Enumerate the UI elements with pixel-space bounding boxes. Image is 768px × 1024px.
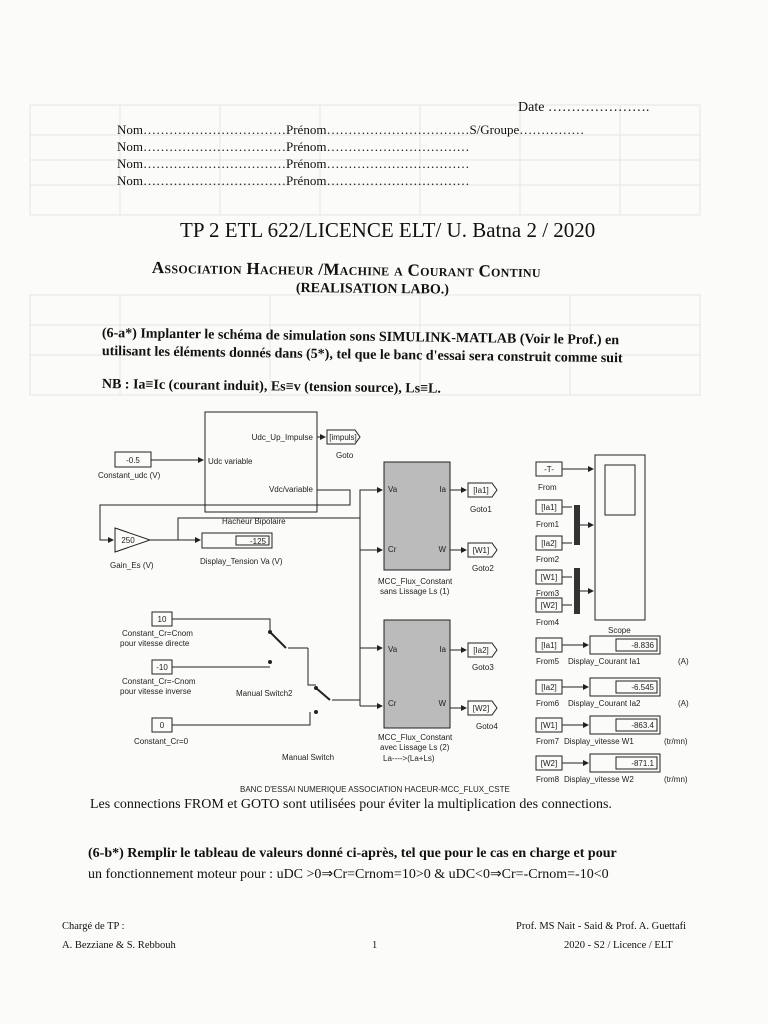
mcc1-block [378, 462, 453, 596]
display-va-block [200, 533, 283, 566]
mcc1-label2: sans Lissage Ls (1) [380, 587, 450, 596]
goto2-block [468, 543, 497, 573]
diagram-caption: BANC D'ESSAI NUMERIQUE ASSOCIATION HACEUR-MCC_FLUX_CSTE [240, 785, 510, 794]
from1-label: From1 [536, 520, 560, 529]
display4-unit: (tr/mn) [664, 775, 688, 784]
connections-note: Les connections FROM et GOTO sont utilisées pour éviter la multiplication des connections. [90, 797, 612, 812]
goto1-block [468, 483, 497, 514]
mux-1 [574, 505, 580, 545]
goto-impuls-block [327, 430, 360, 460]
constant-udc-value: -0.5 [126, 456, 140, 465]
display4-tag: [W2] [540, 759, 558, 768]
from-t-tag: -T- [544, 465, 554, 474]
constant-cr-direct-label2: pour vitesse directe [120, 639, 190, 648]
display-row-3 [536, 716, 688, 746]
from1-block [536, 500, 562, 529]
constant-udc-label: Constant_udc (V) [98, 471, 161, 480]
goto-impuls-label: Goto [336, 451, 354, 460]
course-title: TP 2 ETL 622/LICENCE ELT/ U. Batna 2 / 2020 [180, 218, 596, 242]
display1-value: -8.836 [631, 641, 654, 650]
constant-cr-inverse-label2: pour vitesse inverse [120, 687, 192, 696]
footer-charge-label: Chargé de TP : [62, 921, 125, 932]
constant-cr-direct-label1: Constant_Cr=Cnom [122, 629, 193, 638]
footer-year: 2020 - S2 / Licence / ELT [564, 940, 673, 951]
display3-label: Display_vitesse W1 [564, 737, 634, 746]
display3-tag: [W1] [540, 721, 558, 730]
section-6b-line1: (6-b*) Remplir le tableau de valeurs donné ci-après, tel que pour le cas en charge et pour [88, 846, 617, 861]
mcc2-label3: La---->(La+Ls) [383, 754, 435, 763]
simulink-diagram [60, 400, 700, 800]
display1-tag: [Ia1] [541, 641, 557, 650]
goto1-tag: [Ia1] [473, 486, 489, 495]
hacheur-in1: Udc variable [208, 457, 253, 466]
mcc2-in1: Va [388, 645, 398, 654]
mcc2-out2: W [438, 699, 446, 708]
display-row-1 [536, 636, 689, 666]
constant-cr-inverse-block [120, 660, 196, 696]
from3-tag: [W1] [540, 573, 558, 582]
constant-udc-block [98, 452, 161, 480]
from3-label: From3 [536, 589, 560, 598]
display2-tag: [Ia2] [541, 683, 557, 692]
from4-tag: [W2] [540, 601, 558, 610]
constant-cr-zero-value: 0 [159, 721, 165, 730]
display3-unit: (tr/mn) [664, 737, 688, 746]
scope-label: Scope [608, 626, 631, 635]
from4-block [536, 598, 562, 627]
constant-cr-inverse-label1: Constant_Cr=-Cnom [122, 677, 196, 686]
manual-switch2-label: Manual Switch2 [236, 689, 293, 698]
page-title: Association Hacheur /Machine a Courant Continu [151, 258, 542, 282]
name-line-3: Nom……………………………Prénom…………………………… [117, 156, 470, 171]
display1-label: Display_Courant Ia1 [568, 657, 641, 666]
display-row-2 [536, 678, 689, 708]
display1-unit: (A) [678, 657, 689, 666]
constant-cr-inverse-value: -10 [156, 663, 168, 672]
constant-cr-zero-label: Constant_Cr=0 [134, 737, 189, 746]
mux-2 [574, 568, 580, 614]
mcc1-out1: Ia [439, 485, 446, 494]
display1-from: From5 [536, 657, 560, 666]
section-6b-line2: un fonctionnement moteur pour : uDC >0⇒Cr=Crnom=10>0 & uDC<0⇒Cr=-Crnom=-10<0 [88, 867, 609, 882]
constant-cr-direct-value: 10 [157, 615, 167, 624]
name-line-4: Nom……………………………Prénom…………………………… [117, 173, 470, 188]
mcc2-label1: MCC_Flux_Constant [378, 733, 453, 742]
mcc2-label2: avec Lissage Ls (2) [380, 743, 450, 752]
mcc1-out2: W [438, 545, 446, 554]
constant-cr-zero-block [134, 718, 189, 746]
goto3-block [468, 643, 497, 672]
from2-tag: [Ia2] [541, 539, 557, 548]
from-t-label: From [538, 483, 557, 492]
mcc2-out1: Ia [439, 645, 446, 654]
constant-cr-direct-block [120, 612, 193, 648]
goto2-label: Goto2 [472, 564, 494, 573]
page-number: 1 [372, 940, 378, 951]
display2-value: -6.545 [631, 683, 654, 692]
from3-block [536, 570, 562, 598]
section-6a-line2: utilisant les éléments donnés dans (5*), tel que le banc d'essai sera construit comme suit [101, 344, 623, 367]
display-va-value: -125 [249, 537, 266, 546]
display4-from: From8 [536, 775, 560, 784]
display3-from: From7 [536, 737, 560, 746]
hacheur-out1: Udc_Up_Impulse [251, 433, 313, 442]
manual-switch2[interactable] [236, 630, 308, 698]
goto-impuls-tag: [impuls] [329, 433, 357, 442]
page-subtitle: (REALISATION LABO.) [295, 281, 449, 298]
display2-label: Display_Courant Ia2 [568, 699, 641, 708]
from2-block [536, 536, 562, 564]
hacheur-out2: Vdc/variable [268, 485, 313, 494]
mcc2-in2: Cr [388, 699, 397, 708]
goto1-label: Goto1 [470, 505, 492, 514]
goto2-tag: [W1] [472, 546, 490, 555]
section-6a-label: (6-a*) [101, 326, 137, 342]
name-line-2: Nom……………………………Prénom…………………………… [117, 139, 470, 154]
mcc2-block [378, 620, 453, 763]
from-t-block [536, 462, 562, 492]
mcc1-in1: Va [388, 485, 398, 494]
hacheur-block [205, 412, 317, 526]
scope-block [595, 455, 645, 635]
display2-from: From6 [536, 699, 560, 708]
mcc1-in2: Cr [388, 545, 397, 554]
section-6a-text1: Implanter le schéma de simulation sons SIMULINK-MATLAB (Voir le Prof.) en [140, 326, 620, 349]
display-row-4 [536, 754, 688, 784]
display-va-label: Display_Tension Va (V) [200, 557, 283, 566]
gain-value: 250 [121, 536, 135, 545]
goto3-label: Goto3 [472, 663, 494, 672]
manual-switch-label: Manual Switch [282, 753, 335, 762]
goto3-tag: [Ia2] [473, 646, 489, 655]
footer-professors: Prof. MS Nait - Said & Prof. A. Guettafi [516, 921, 687, 932]
display2-unit: (A) [678, 699, 689, 708]
goto4-block [468, 701, 498, 731]
name-line-1: Nom……………………………Prénom……………………………S/Groupe…………… [117, 122, 585, 137]
from4-label: From4 [536, 618, 560, 627]
section-6a-nb: NB : Ia≡Ic (courant induit), Es≡v (tension source), Ls≡L. [101, 377, 442, 397]
gain-label: Gain_Es (V) [110, 561, 154, 570]
display3-value: -863.4 [631, 721, 654, 730]
from1-tag: [Ia1] [541, 503, 557, 512]
date-line: Date …………………. [518, 100, 650, 115]
from2-label: From2 [536, 555, 560, 564]
goto4-label: Goto4 [476, 722, 498, 731]
display4-value: -871.1 [631, 759, 654, 768]
mcc1-label1: MCC_Flux_Constant [378, 577, 453, 586]
display4-label: Display_vitesse W2 [564, 775, 634, 784]
footer-charge-names: A. Bezziane & S. Rebbouh [62, 940, 176, 951]
goto4-tag: [W2] [472, 704, 490, 713]
gain-block [110, 528, 154, 570]
hacheur-label: Hacheur Bipolaire [222, 517, 286, 526]
